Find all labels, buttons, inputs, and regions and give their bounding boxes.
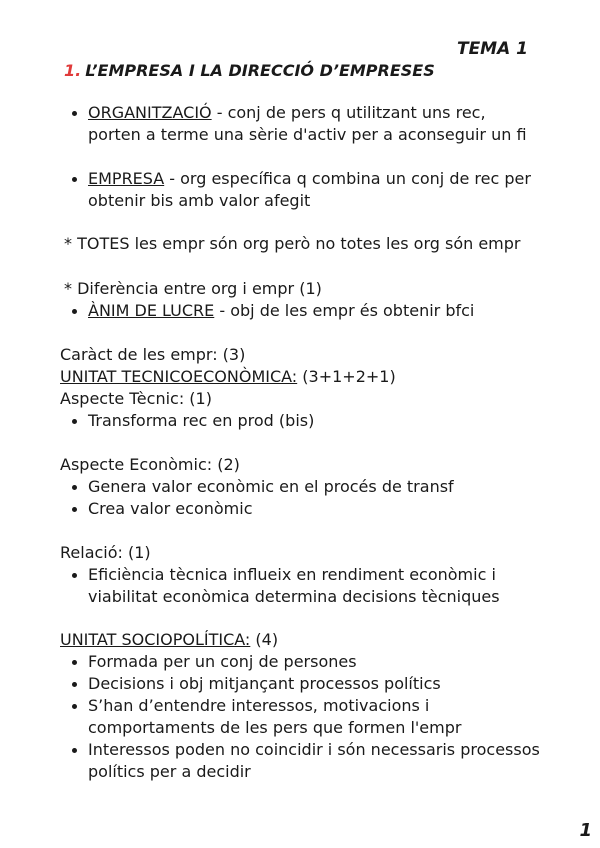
def-organitzacio: - conj de pers q utilitzant uns rec, porten a terme una sèrie d'activ per a aconseguir un fi	[88, 103, 527, 144]
aspecte-economic-list	[60, 476, 540, 520]
section-number: 1.	[64, 61, 82, 80]
list-item: Formada per un conj de persones	[60, 651, 540, 673]
aspecte-tecnic-label: Aspecte Tècnic: (1)	[60, 389, 212, 408]
section-title-text: L’EMPRESA I LA DIRECCIÓ D’EMPRESES	[85, 61, 435, 80]
note-diferencia: * Diferència entre org i empr (1)	[64, 279, 322, 298]
definition-organitzacio	[60, 102, 540, 146]
page-number: 1	[579, 820, 592, 841]
list-item: Genera valor econòmic en el procés de transf	[60, 476, 540, 498]
relacio-label: Relació: (1)	[60, 543, 151, 562]
definition-anim-lucre	[60, 300, 540, 322]
section-title	[64, 60, 435, 82]
term-empresa: EMPRESA	[88, 169, 165, 188]
aspecte-tecnic-list	[60, 410, 540, 432]
list-item: Interessos poden no coincidir i són necessaris processos polítics per a decidir	[60, 739, 540, 783]
unitat-tec-count: (3+1+2+1)	[297, 367, 396, 386]
unitat-soc-count: (4)	[250, 630, 279, 649]
unitat-sociopolitica	[60, 629, 278, 651]
list-item	[60, 168, 540, 212]
list-item: Crea valor econòmic	[60, 498, 540, 520]
list-item: Transforma rec en prod (bis)	[60, 410, 540, 432]
list-item: Decisions i obj mitjançant processos polítics	[60, 673, 540, 695]
list-item: Eficiència tècnica influeix en rendiment econòmic i viabilitat econòmica determina decisions tècniques	[60, 564, 550, 608]
definition-empresa	[60, 168, 540, 212]
unitat-soc-heading: UNITAT SOCIOPOLÍTICA:	[60, 630, 251, 649]
term-organitzacio: ORGANITZACIÓ	[88, 103, 212, 122]
list-item: S’han d’entendre interessos, motivacions i comportaments de les pers que formen l'empr	[60, 695, 540, 739]
note-totes: * TOTES les empr són org però no totes les org són empr	[64, 234, 521, 253]
tema-label: TEMA 1	[456, 39, 528, 59]
term-anim-lucre: ÀNIM DE LUCRE	[88, 301, 215, 320]
relacio-list	[60, 564, 550, 608]
caract-heading: Caràct de les empr: (3)	[60, 345, 246, 364]
def-anim-lucre: - obj de les empr és obtenir bfci	[214, 301, 475, 320]
unitat-tecnicoeconomica	[60, 366, 396, 388]
unitat-tec-heading: UNITAT TECNICOECONÒMICA:	[60, 367, 298, 386]
aspecte-economic-label: Aspecte Econòmic: (2)	[60, 455, 240, 474]
unitat-soc-list	[60, 651, 540, 783]
list-item	[60, 102, 540, 146]
list-item	[60, 300, 540, 322]
def-empresa: - org específica q combina un conj de rec per obtenir bis amb valor afegit	[88, 169, 531, 210]
